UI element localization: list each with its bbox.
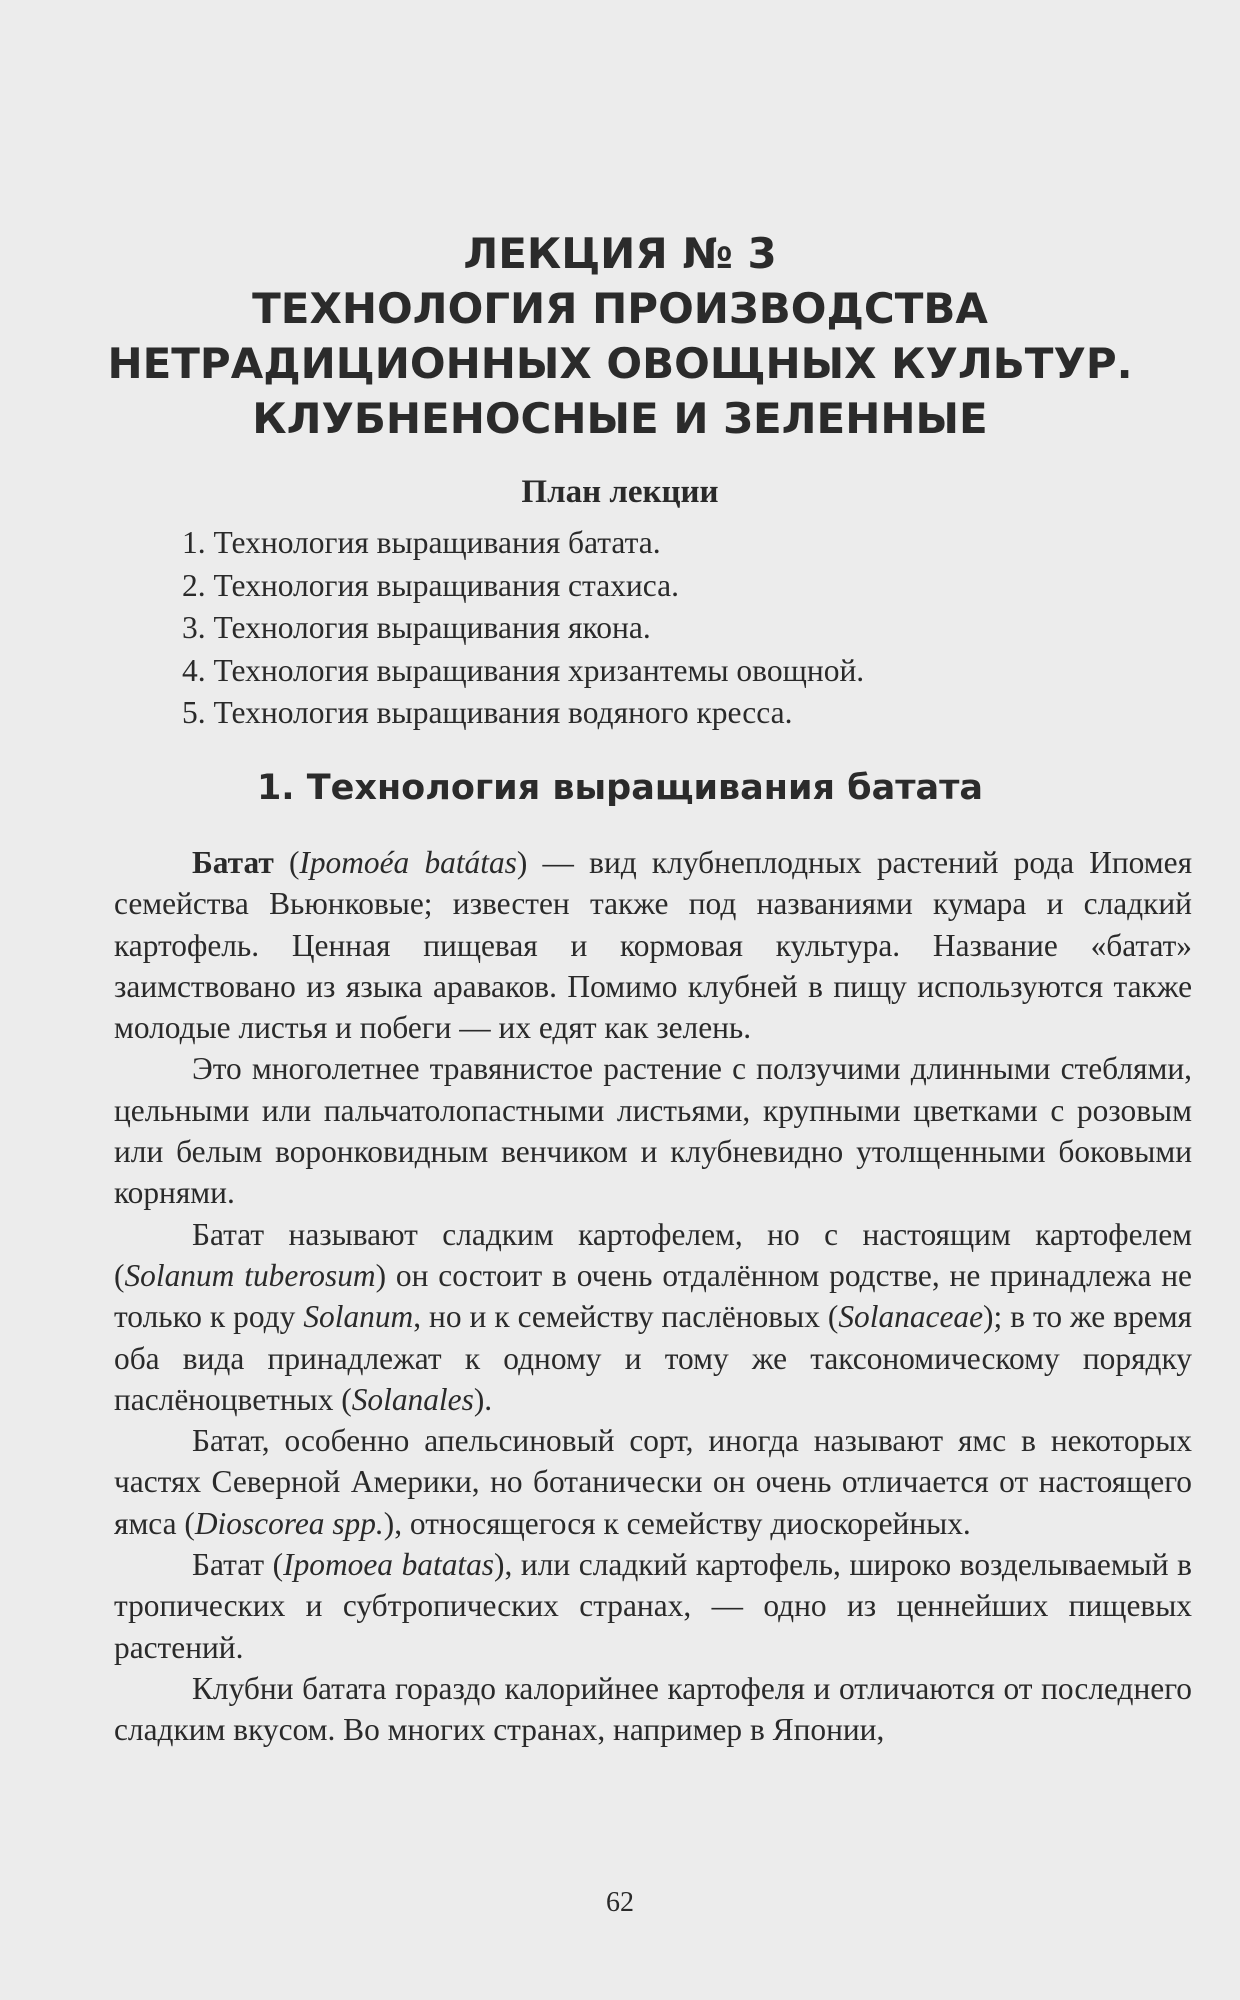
paragraph-text: ), относящегося к семейству диоскорейных. xyxy=(383,1505,971,1541)
latin-name: Solanum xyxy=(303,1299,414,1335)
lecture-title xyxy=(100,226,1140,446)
plan-item: 5. Технология выращивания водяного кресса. xyxy=(182,695,793,731)
paragraph-text: ) он состоит в очень отдалённом родстве, не принадлежа не только к роду xyxy=(114,1257,1192,1335)
lecture-title-line: ТЕХНОЛОГИЯ ПРОИЗВОДСТВА xyxy=(252,284,988,333)
paragraph-text: Батат ( xyxy=(192,1547,284,1583)
plan-item: 3. Технология выращивания якона. xyxy=(182,610,651,646)
paragraph-relation-to-potato xyxy=(114,1214,1192,1420)
paragraph-plant-description: Это многолетнее травянистое растение с ползучими длинными стеблями, цельными или пальчатолопастными листьями, крупными цветками с розовым или белым воронковидным венчиком и клубневидно утолщенными боковыми корнями. xyxy=(114,1051,1192,1211)
plan-heading: План лекции xyxy=(521,474,719,510)
paragraph-yam-comparison xyxy=(114,1420,1192,1544)
lecture-title-line: ЛЕКЦИЯ № 3 xyxy=(463,229,777,278)
page-number: 62 xyxy=(606,1887,634,1918)
paragraph-text: ), или сладкий картофель, широко возделываемый в тропических и субтропических странах, — одно из ценнейших пищевых растений. xyxy=(114,1547,1192,1665)
plan-item: 2. Технология выращивания стахиса. xyxy=(182,567,680,603)
paragraph-text: Батат, особенно апельсиновый сорт, иногда называют ямс в некоторых частях Северной Америки, но ботанически он очень отличается от настоящего ямса ( xyxy=(114,1423,1192,1541)
latin-name: Dioscorea spp. xyxy=(194,1505,384,1541)
paragraph-text: ). xyxy=(473,1381,493,1417)
latin-name: Solanum tuberosum xyxy=(124,1257,376,1293)
paragraph-cultivation xyxy=(114,1544,1192,1668)
latin-name: Ipomoéa batátas xyxy=(299,845,517,880)
latin-name: Ipomoea batatas xyxy=(283,1547,495,1583)
plan-item: 1. Технология выращивания батата. xyxy=(182,525,661,560)
latin-name: Solanales xyxy=(351,1381,474,1417)
paragraph-batat-definition xyxy=(114,842,1192,1048)
plan-item: 4. Технология выращивания хризантемы овощной. xyxy=(182,652,865,688)
latin-name: Solanaceae xyxy=(838,1299,984,1335)
body-text xyxy=(114,842,1192,1751)
plan-list xyxy=(182,522,1082,735)
paragraph-text: ) — вид клубнеплодных растений рода Ипомея семейства Вьюнковые; известен также под названиями кумара и сладкий картофель. Ценная пищевая и кормовая культура. Название «батат» заимствовано из языка араваков. Помимо клубней в пищу используются также молодые листья и побеги — их едят как зелень. xyxy=(114,845,1193,1046)
paragraph-text: ( xyxy=(273,845,300,880)
paragraph-text: ); в то же время оба вида принадлежат к одному и тому же таксономическому порядку паслёноцветных ( xyxy=(114,1299,1192,1417)
term-batat: Батат xyxy=(192,845,274,880)
paragraph-tubers: Клубни батата гораздо калорийнее картофеля и отличаются от последнего сладким вкусом. Во многих странах, например в Японии, xyxy=(114,1670,1192,1748)
lecture-title-line: НЕТРАДИЦИОННЫХ ОВОЩНЫХ КУЛЬТУР. xyxy=(107,339,1133,388)
section-heading: 1. Технология выращивания батата xyxy=(256,768,984,808)
paragraph-text: Батат называют сладким картофелем, но с настоящим картофелем ( xyxy=(114,1216,1192,1293)
lecture-title-line: КЛУБНЕНОСНЫЕ И ЗЕЛЕННЫЕ xyxy=(252,394,988,443)
paragraph-text: , но и к семейству паслёновых ( xyxy=(413,1299,839,1335)
